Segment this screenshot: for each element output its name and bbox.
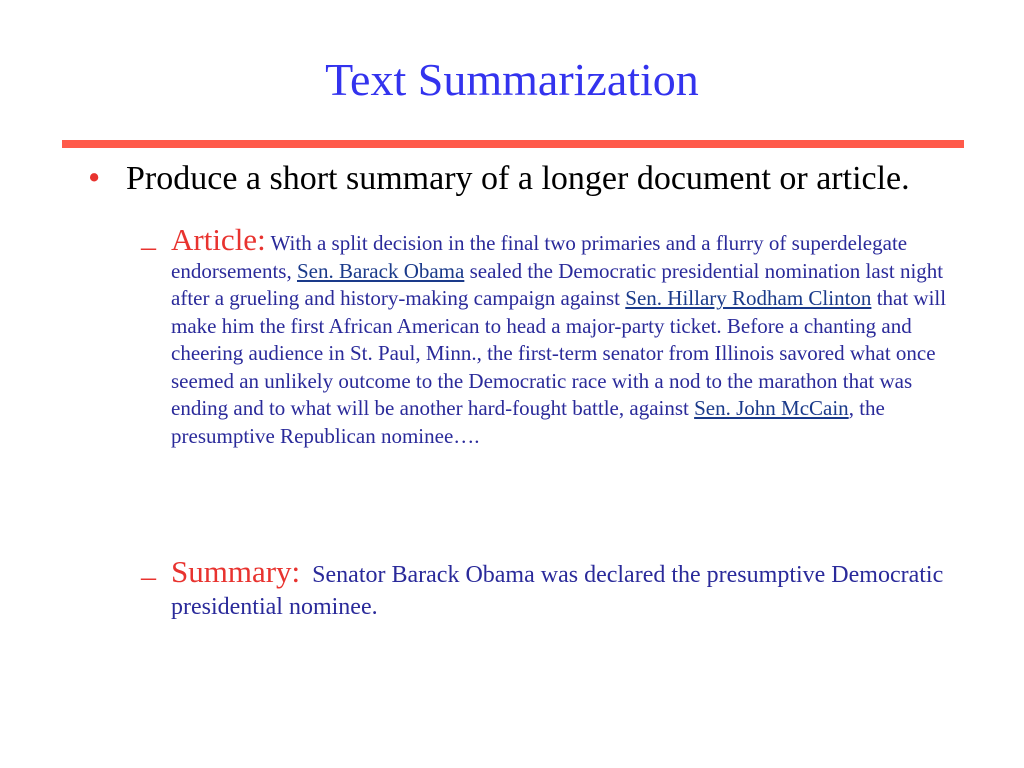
summary-label: Summary: [171,554,301,589]
article-item [171,222,951,450]
summary-dash: – [141,560,156,593]
slide-title: Text Summarization [325,54,699,105]
article-text-1: With a split decision in the final two primaries and a flurry of superdelegate endorsements, [171,231,908,283]
summary-text: Senator Barack Obama was declared the presumptive Democratic presidential nominee. [171,562,950,620]
article-text-2: sealed the Democratic presidential nomination last night after a grueling and history-making campaign against [171,258,944,310]
link-hillary-clinton[interactable]: Sen. Hillary Rodham Clinton [625,286,872,310]
link-barack-obama[interactable]: Sen. Barack Obama [296,258,465,283]
article-label: Article: [171,222,266,257]
article-dash: – [141,230,156,263]
article-text-3: that will make him the first African American to head a major-party ticket. Before a chanting and cheering audience in St. Paul, Minn., the first-term senator from Illinois savored what once seemed an unlikely outcome to the Democratic race with a nod to the marathon that was ending and to what will be another hard-fought battle, against [171,286,947,420]
summary-item [171,556,951,623]
main-bullet-text: Produce a short summary of a longer document or article. [126,160,910,197]
bullet-marker: • [88,158,101,197]
title-divider [62,140,964,148]
link-john-mccain[interactable]: Sen. John McCain [694,396,849,420]
article-text-4: , the presumptive Republican nominee…. [171,396,885,448]
